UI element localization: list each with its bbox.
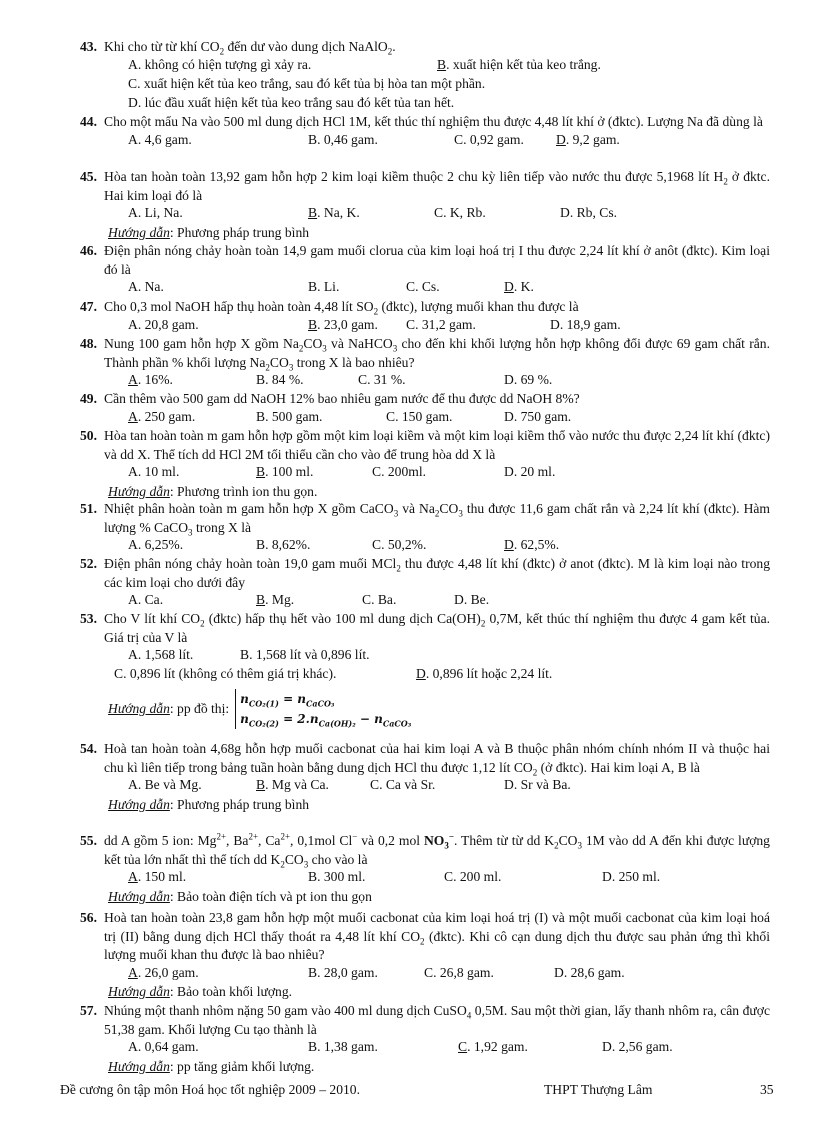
question-text: Khi cho từ từ khí $CO_2$ đến dư vào dung dịch NaAlO$_2$. — [104, 39, 396, 57]
option-a: A. 10 ml. — [128, 464, 180, 480]
option-b: B. 100 ml. — [256, 464, 314, 480]
question-text: Hòa tan hoàn toàn m gam hỗn hợp gồm một kim loại kiềm và một kim loại kiềm thổ vào nước thu được 2,24 lít khí (đktc) và dd X. Thể tích dd HCl 2M tối thiểu cần cho vào để trung hòa dd X là — [104, 428, 770, 462]
option-c: C. 1,92 gam. — [458, 1039, 528, 1055]
question-number: 54. — [80, 741, 97, 756]
hint-line: Hướng dẫn : pp đồ thị: $n_{CO_2(1)} = n_{CaCO_3}$ $n_{CO_2(2)} = 2.n_{Ca(OH)_2} - n_{CaCO_3}$ — [108, 688, 770, 730]
option-a: A. Na. — [128, 279, 164, 295]
option-c: C. 0,896 lít (không có thêm giá trị khác). — [114, 665, 337, 681]
question-text: Nhiệt phân hoàn toàn m gam hỗn hợp X gồm CaCO$_3$ và $Na_2CO_3$ thu được 11,6 gam chất rắn và 2,24 lít khí (đktc). Hàm lượng % CaCO$_3$ trong X là — [104, 501, 771, 538]
page-number: 35 — [760, 1082, 774, 1097]
option-c: C. 0,92 gam. — [454, 131, 524, 147]
question-52 — [80, 555, 770, 611]
question-number: 50. — [80, 428, 97, 443]
option-a: A. 20,8 gam. — [128, 316, 199, 332]
option-b: B. 1,38 gam. — [308, 1039, 378, 1055]
question-number: 55. — [80, 833, 97, 848]
option-d: D. 9,2 gam. — [556, 131, 620, 147]
option-c: C. 200ml. — [372, 464, 427, 480]
page-footer — [60, 1082, 780, 1102]
option-b: B. Na, K. — [308, 205, 360, 221]
question-text: Hoà tan hoàn toàn 23,8 gam hỗn hợp một muối cacbonat của kim loại hoá trị (I) và một muối cacbonat của kim loại hoá trị (II) bằng dung dịch HCl thấy thoát ra 4,48 lít khí $CO_2$ (đktc). Khi cô cạn dung dịch thu được sau phản ứng thì khối lượng muối khan thu được là bao nhiêu? — [104, 910, 770, 963]
question-54 — [80, 740, 770, 814]
question-number: 51. — [80, 501, 97, 516]
question-number: 46. — [80, 243, 97, 258]
option-b: B. xuất hiện kết tủa keo trắng. — [437, 56, 601, 72]
question-46 — [80, 242, 770, 298]
option-b: B. 84 %. — [256, 372, 304, 388]
option-a: A. 26,0 gam. — [128, 964, 199, 980]
question-number: 43. — [80, 39, 97, 54]
option-a: A. 1,568 lít. — [128, 647, 194, 663]
options-row — [104, 205, 770, 224]
question-text: Nung 100 gam hỗn hợp X gồm $Na_2CO_3$ và NaHCO$_3$ cho đến khi khối lượng hỗn hợp không đổi được 69 gam chất rắn. Thành phần % khối lượng $Na_2CO_3$ trong X là bao nhiêu? — [104, 336, 770, 373]
footer-school: THPT Thượng Lâm — [544, 1082, 653, 1097]
question-number: 44. — [80, 114, 97, 129]
question-43 — [80, 38, 770, 112]
question-text: Cho 0,3 mol NaOH hấp thụ hoàn toàn 4,48 lít $SO_2$ (đktc), lượng muối khan thu được là — [104, 299, 579, 317]
option-b: B. 8,62%. — [256, 537, 311, 553]
options-row — [104, 647, 770, 666]
option-c: C. Ba. — [362, 592, 397, 608]
options-row — [104, 666, 770, 685]
option-b: B. 1,568 lít và 0,896 lít. — [240, 647, 370, 663]
question-text: Cho V lít khí $CO_2$ (đktc) hấp thụ hết vào 100 ml dung dịch $Ca(OH)_2$ 0,7M, kết thúc thí nghiệm thu được 4 gam kết tủa. Giá trị của V là — [104, 611, 770, 645]
option-d: D. 20 ml. — [504, 464, 556, 480]
option-d: D. lúc đầu xuất hiện kết tủa keo trắng sau đó kết tủa tan hết. — [128, 94, 455, 110]
options-row — [104, 592, 770, 611]
option-b: B. 23,0 gam. — [308, 316, 378, 332]
option-c: C. 50,2%. — [372, 537, 427, 553]
option-d: D. 0,896 lít hoặc 2,24 lít. — [416, 665, 553, 681]
option-a: A. Ca. — [128, 592, 164, 608]
question-44 — [80, 113, 770, 150]
option-d: D. 2,56 gam. — [602, 1039, 673, 1055]
option-c: C. K, Rb. — [434, 205, 486, 221]
option-c: C. Ca và Sr. — [370, 777, 436, 793]
options-row — [104, 279, 770, 298]
option-d: D. 250 ml. — [602, 869, 661, 885]
option-d: D. 18,9 gam. — [550, 316, 621, 332]
question-text: Điện phân nóng chảy hoàn toàn 14,9 gam muối clorua của kim loại hoá trị I thu được 2,24 lít khí ở anôt (đktc). Kim loại đó là — [104, 243, 770, 277]
option-d: D. K. — [504, 279, 534, 295]
question-51 — [80, 500, 770, 556]
option-d: D. Rb, Cs. — [560, 205, 618, 221]
option-b: B. 500 gam. — [256, 408, 323, 424]
question-text: Cần thêm vào 500 gam dd NaOH 12% bao nhiêu gam nước để thu được dd NaOH 8%? — [104, 391, 580, 406]
question-49 — [80, 390, 770, 427]
question-number: 49. — [80, 391, 97, 406]
option-c: C. 200 ml. — [444, 869, 502, 885]
question-number: 53. — [80, 611, 97, 626]
question-text: Nhúng một thanh nhôm nặng 50 gam vào 400 ml dung dịch CuSO$_4$ 0,5M. Sau một thời gian, lấy thanh nhôm ra, cân được 51,38 gam. Khối lượng Cu tạo thành là — [104, 1003, 770, 1037]
option-a: A. 250 gam. — [128, 408, 196, 424]
option-c: C. 31 %. — [358, 372, 406, 388]
option-b: B. 300 ml. — [308, 869, 366, 885]
option-c: C. 31,2 gam. — [406, 316, 476, 332]
options-row — [104, 409, 770, 428]
options-row — [104, 869, 770, 888]
options-row — [104, 372, 770, 391]
options-row — [104, 57, 770, 76]
options-row — [104, 537, 770, 556]
option-a: A. Be và Mg. — [128, 777, 202, 793]
question-text: dd A gồm 5 ion: $Mg^{2+}$, $Ba^{2+}$, $Ca^{2+}$, 0,1mol Cl− và 0,2 mol $NO_3^-$. Thêm từ từ dd $K_2CO_3$ 1M vào dd A đến khi được lượng kết tủa lớn nhất thì thể tích dd $K_2CO_3$ cho vào là — [104, 831, 770, 870]
option-d: D. Be. — [454, 592, 490, 608]
option-a: A. 150 ml. — [128, 869, 187, 885]
hint-line: Hướng dẫn: Phương trình ion thu gọn. — [108, 483, 318, 499]
option-b: B. Li. — [308, 279, 340, 295]
option-a: A. 16%. — [128, 372, 173, 388]
question-text: Điện phân nóng chảy hoàn toàn 19,0 gam muối MCl$_2$ thu được 4,48 lít khí (đktc) ở anot (đktc). M là kim loại nào trong các kim loại cho dưới đây — [104, 556, 770, 590]
hint-line: Hướng dẫn: Phương pháp trung bình — [108, 796, 310, 812]
question-text: Hoà tan hoàn toàn 4,68g hỗn hợp muối cacbonat của hai kim loại A và B thuộc phân nhóm chính nhóm II và thuộc hai chu kì liên tiếp trong bảng tuần hoàn bằng dung dịch HCl thu được 1,12 lít $CO_2$ (ở đktc). Hai kim loại A, B là — [104, 741, 770, 778]
question-55 — [80, 832, 770, 906]
option-b: B. Mg và Ca. — [256, 777, 329, 793]
footer-title: Đề cương ôn tập môn Hoá học tốt nghiệp 2009 – 2010. — [60, 1082, 360, 1097]
options-row — [104, 777, 770, 796]
option-a: A. 0,64 gam. — [128, 1039, 199, 1055]
question-number: 56. — [80, 910, 97, 925]
question-56 — [80, 909, 770, 1002]
option-d: D. 62,5%. — [504, 537, 560, 553]
question-57 — [80, 1002, 770, 1076]
options-row — [104, 965, 770, 984]
option-c: C. 150 gam. — [386, 408, 453, 424]
option-b: B. 0,46 gam. — [308, 131, 378, 147]
question-47 — [80, 298, 770, 335]
question-53 — [80, 610, 770, 730]
option-c: C. 26,8 gam. — [424, 964, 494, 980]
option-b: B. 28,0 gam. — [308, 964, 378, 980]
question-50 — [80, 427, 770, 501]
option-d: D. Sr và Ba. — [504, 777, 571, 793]
option-a: A. 6,25%. — [128, 537, 184, 553]
question-number: 47. — [80, 299, 97, 314]
option-d: D. 69 %. — [504, 372, 553, 388]
question-number: 48. — [80, 336, 97, 351]
options-row — [104, 132, 770, 151]
hint-line: Hướng dẫn: Bảo toàn khối lượng. — [108, 984, 293, 1000]
question-number: 57. — [80, 1003, 97, 1018]
option-b: B. Mg. — [256, 592, 295, 608]
question-number: 45. — [80, 169, 97, 184]
question-48 — [80, 335, 770, 391]
option-c: C. Cs. — [406, 279, 440, 295]
options-row — [104, 317, 770, 336]
question-number: 52. — [80, 556, 97, 571]
hint-line: Hướng dẫn: Bảo toàn điện tích và pt ion thu gọn — [108, 888, 372, 904]
option-c: C. xuất hiện kết tủa keo trắng, sau đó kết tủa bị hòa tan một phần. — [128, 76, 486, 92]
option-a: A. 4,6 gam. — [128, 131, 192, 147]
question-45 — [80, 168, 770, 242]
question-text: Hòa tan hoàn toàn 13,92 gam hỗn hợp 2 kim loại kiềm thuộc 2 chu kỳ liên tiếp vào nước thu được 5,1968 lít $H_2$ ở đktc. Hai kim loại đó là — [104, 169, 770, 203]
option-d: D. 750 gam. — [504, 408, 572, 424]
option-a: A. không có hiện tượng gì xảy ra. — [128, 56, 312, 72]
hint-line: Hướng dẫn: Phương pháp trung bình — [108, 224, 310, 240]
options-row — [104, 464, 770, 483]
hint-line: Hướng dẫn: pp tăng giảm khối lượng. — [108, 1058, 315, 1074]
question-text: Cho một mẩu Na vào 500 ml dung dịch HCl 1M, kết thúc thí nghiệm thu được 4,48 lít khí ở (đktc). Lượng Na đã dùng là — [104, 114, 763, 129]
option-a: A. Li, Na. — [128, 205, 183, 221]
graph-method-formula: $n_{CO_2(1)} = n_{CaCO_3}$ $n_{CO_2(2)} = 2.n_{Ca(OH)_2} - n_{CaCO_3}$ — [235, 689, 411, 729]
option-d: D. 28,6 gam. — [554, 964, 625, 980]
options-row — [104, 1039, 770, 1058]
